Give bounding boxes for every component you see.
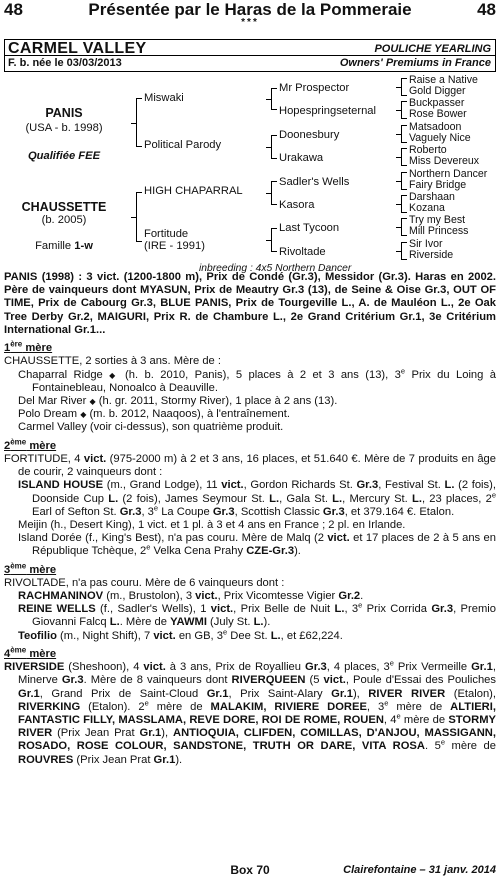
pedigree-g4-13: Try my Best xyxy=(409,214,466,226)
pedigree-table xyxy=(4,72,496,282)
pedigree-g4-14: Mill Princess xyxy=(409,225,469,237)
m1-produce-2: Del Mar River ◆ (h. gr. 2011, Stormy River), 1 place à 2 ans (13). xyxy=(18,394,338,407)
m1-produce-4: Carmel Valley (voir ci-dessus), son quatrième produit. xyxy=(18,421,284,434)
pedigree-g4-16: Riverside xyxy=(409,249,454,261)
pedigree-g2-3: HIGH CHAPARRAL xyxy=(144,185,243,197)
m2-island-doree: Island Dorée (f., King's Best), n'a pas couru. Mère de Malq (2 vict. et 17 places de 2 à 5 ans en République Tchèque, 2e Velka Cena Prahy CZE-Gr.3). xyxy=(18,532,496,558)
bracket-g3-5 xyxy=(401,172,407,190)
pedigree-g4-3: Buckpasser xyxy=(409,97,465,109)
section-3rd-dam-title: 3ème mère xyxy=(4,560,57,576)
owners-premiums: Owners' Premiums in France xyxy=(339,57,491,69)
pedigree-g4-10: Fairy Bridge xyxy=(409,179,467,191)
pedigree-g3-7: Last Tycoon xyxy=(279,222,340,234)
pedigree-g4-1: Raise a Native xyxy=(409,74,478,86)
bracket-g3-4 xyxy=(401,148,407,166)
m3-teofilio: Teofilio (m., Night Shift), 7 vict. en GB, 3e Dee St. L., et £62,224. xyxy=(18,626,343,642)
diamond-icon: ◆ xyxy=(109,370,119,380)
pedigree-g3-1: Mr Prospector xyxy=(279,82,350,94)
pedigree-g4-2: Gold Digger xyxy=(409,85,466,97)
m3-reine-wells: REINE WELLS (f., Sadler's Wells), 1 vict., Prix Belle de Nuit L., 3e Prix Corrida Gr.3, Premio Giovanni Falcq L.. Mère de YAWMI (July St. L.). xyxy=(18,600,496,629)
sire-paragraph: PANIS (1998) : 3 vict. (1200-1800 m), Prix de Condé (Gr.3), Messidor (Gr.3). Haras en 2002. Père de vainqueurs dont MYASUN, Prix de Meautry Gr.3 (13), de Seine & Oise Gr.3, OUT OF TIME, Prix de Cabourg Gr.3, BLUE PANIS, Prix de Tourgeville L., A. de Mauléon L., 2e Oak Tree Derby Gr.2, MAIGURI, Prix R. de Chambure L., 2e Grand Critérium Gr.1, 3e Critérium International Gr.1... xyxy=(4,271,496,336)
page-header xyxy=(4,0,496,28)
bracket-g2-3 xyxy=(271,181,277,205)
bracket-g3-7 xyxy=(401,218,407,236)
lot-identity-box xyxy=(4,39,496,72)
pedigree-g4-9: Northern Dancer xyxy=(409,168,488,180)
pedigree-g4-11: Darshaan xyxy=(409,191,455,203)
pedigree-g3-2: Hopespringseternal xyxy=(279,105,377,117)
inbreeding-note: inbreeding : 4x5 Northern Dancer xyxy=(199,263,352,274)
pedigree-g4-8: Miss Devereux xyxy=(409,155,480,167)
identity-divider xyxy=(5,55,495,56)
diamond-icon: ◆ xyxy=(89,396,96,406)
dam-info: (b. 2005) xyxy=(41,214,87,226)
m1-intro: CHAUSSETTE, 2 sorties à 3 ans. Mère de : xyxy=(4,355,221,368)
sale-location-date: Clairefontaine – 31 janv. 2014 xyxy=(343,864,496,876)
m2-intro: FORTITUDE, 4 vict. (975-2000 m) à 2 et 3 ans, 16 places, et 51.640 €. Mère de 7 produits en âge de courir, 2 vainqueurs dont : xyxy=(4,452,496,479)
diamond-icon: ◆ xyxy=(80,410,87,420)
page-number-left: 48 xyxy=(4,0,23,19)
page-number-right: 48 xyxy=(477,0,496,19)
pedigree-g2-1: Miswaki xyxy=(144,92,184,104)
dam-name: CHAUSSETTE xyxy=(21,200,107,214)
pedigree-g2-4: Fortitude xyxy=(144,228,189,240)
pedigree-g3-8: Rivoltade xyxy=(279,246,326,258)
pedigree-g4-7: Roberto xyxy=(409,144,447,156)
dam-family: Famille 1-w xyxy=(35,240,93,252)
bracket-g2-1 xyxy=(271,88,277,110)
section-2nd-dam-title: 2ème mère xyxy=(4,436,57,452)
catalogue-text xyxy=(4,271,496,767)
bracket-sire xyxy=(136,98,142,147)
pedigree-g3-4: Urakawa xyxy=(279,152,324,164)
pedigree-g2-4-info: (IRE - 1991) xyxy=(144,240,205,252)
pedigree-g4-12: Kozana xyxy=(409,202,445,214)
bracket-g3-1 xyxy=(401,78,407,96)
bracket-g3-3 xyxy=(401,125,407,143)
horse-name: CARMEL VALLEY xyxy=(8,40,147,57)
horse-birth: F. b. née le 03/03/2013 xyxy=(8,57,122,69)
header-stars: *** xyxy=(241,17,259,28)
m2-meijin: Meijin (h., Desert King), 1 vict. et 1 pl. à 3 et 4 ans en France ; 2 pl. en Irlande. xyxy=(18,518,406,531)
bracket-g3-6 xyxy=(401,195,407,213)
pedigree-g2-2: Political Parody xyxy=(144,139,222,151)
m3-rachmaninov: RACHMANINOV (m., Brustolon), 3 vict., Prix Vicomtesse Vigier Gr.2. xyxy=(18,590,364,603)
pedigree-g4-15: Sir Ivor xyxy=(409,238,443,250)
box-number: Box 70 xyxy=(230,863,270,877)
page-footer xyxy=(4,863,496,879)
pedigree-g3-5: Sadler's Wells xyxy=(279,176,350,188)
bracket-g3-2 xyxy=(401,101,407,119)
bracket-g2-2 xyxy=(271,135,277,159)
m1-produce-1: Chaparral Ridge ◆ (h. b. 2010, Panis), 5 places à 2 et 3 ans (13), 3e Prix du Loing à Fontainebleau, Nonoalco à Deauville. xyxy=(18,365,496,394)
pedigree-g3-6: Kasora xyxy=(279,199,315,211)
m2-island-house: ISLAND HOUSE (m., Grand Lodge), 11 vict., Gordon Richards St. Gr.3, Festival St. L. (2 fois), Doonside Cup L. (2 fois), James Seymour St. L., Gala St. L., Mercury St. L., 23 places, 2e Earl of Sefton St. Gr.3, 3e La Coupe Gr.3, Scottish Classic Gr.3, et 379.164 €. Etalon. xyxy=(18,479,496,518)
pedigree-g4-6: Vaguely Nice xyxy=(409,132,471,144)
sire-name: PANIS xyxy=(45,106,83,120)
bracket-dam xyxy=(136,192,142,242)
m1-produce-3: Polo Dream ◆ (m. b. 2012, Naaqoos), à l'entraînement. xyxy=(18,408,290,421)
page-title: Présentée par le Haras de la Pommeraie xyxy=(88,0,412,19)
m3-intro: RIVOLTADE, n'a pas couru. Mère de 6 vainqueurs dont : xyxy=(4,576,285,589)
section-1st-dam-title: 1ère mère xyxy=(4,339,53,355)
sire-info: (USA - b. 1998) xyxy=(25,122,103,134)
horse-category: POULICHE YEARLING xyxy=(374,43,491,55)
pedigree-g3-3: Doonesbury xyxy=(279,129,340,141)
sire-note: Qualifiée FEE xyxy=(27,150,101,162)
m4-riverside: RIVERSIDE (Sheshoon), 4 vict. à 3 ans, Prix de Royallieu Gr.3, 4 places, 3e Prix Vermeille Gr.1, Minerve Gr.3. Mère de 8 vainqueurs dont RIVERQUEEN (5 vict., Poule d'Essai des Pouliches Gr.1, Grand Prix de Saint-Cloud Gr.1, Prix Saint-Alary Gr.1), RIVER RIVER (Etalon), RIVERKING (Etalon). 2e mère de MALAKIM, RIVIERE DOREE, 3e mère de ALTIERI, FANTASTIC FILLY, MASSLAMA, REVE DORE, ROI DE ROME, ROUEN, 4e mère de STORMY RIVER (Prix Jean Prat Gr.1), ANTIOQUIA, CLIFDEN, COMILLAS, D'ANJOU, MASSIGANN, ROSADO, ROSE COLOUR, SANDSTONE, TRUTH OR DARE, VITA ROSA. 5e mère de ROUVRES (Prix Jean Prat Gr.1). xyxy=(4,658,496,766)
pedigree-g4-4: Rose Bower xyxy=(409,108,467,120)
pedigree-g4-5: Matsadoon xyxy=(409,121,462,133)
bracket-g3-8 xyxy=(401,242,407,260)
bracket-g2-4 xyxy=(271,228,277,252)
section-4th-dam-title: 4ème mère xyxy=(4,645,57,660)
